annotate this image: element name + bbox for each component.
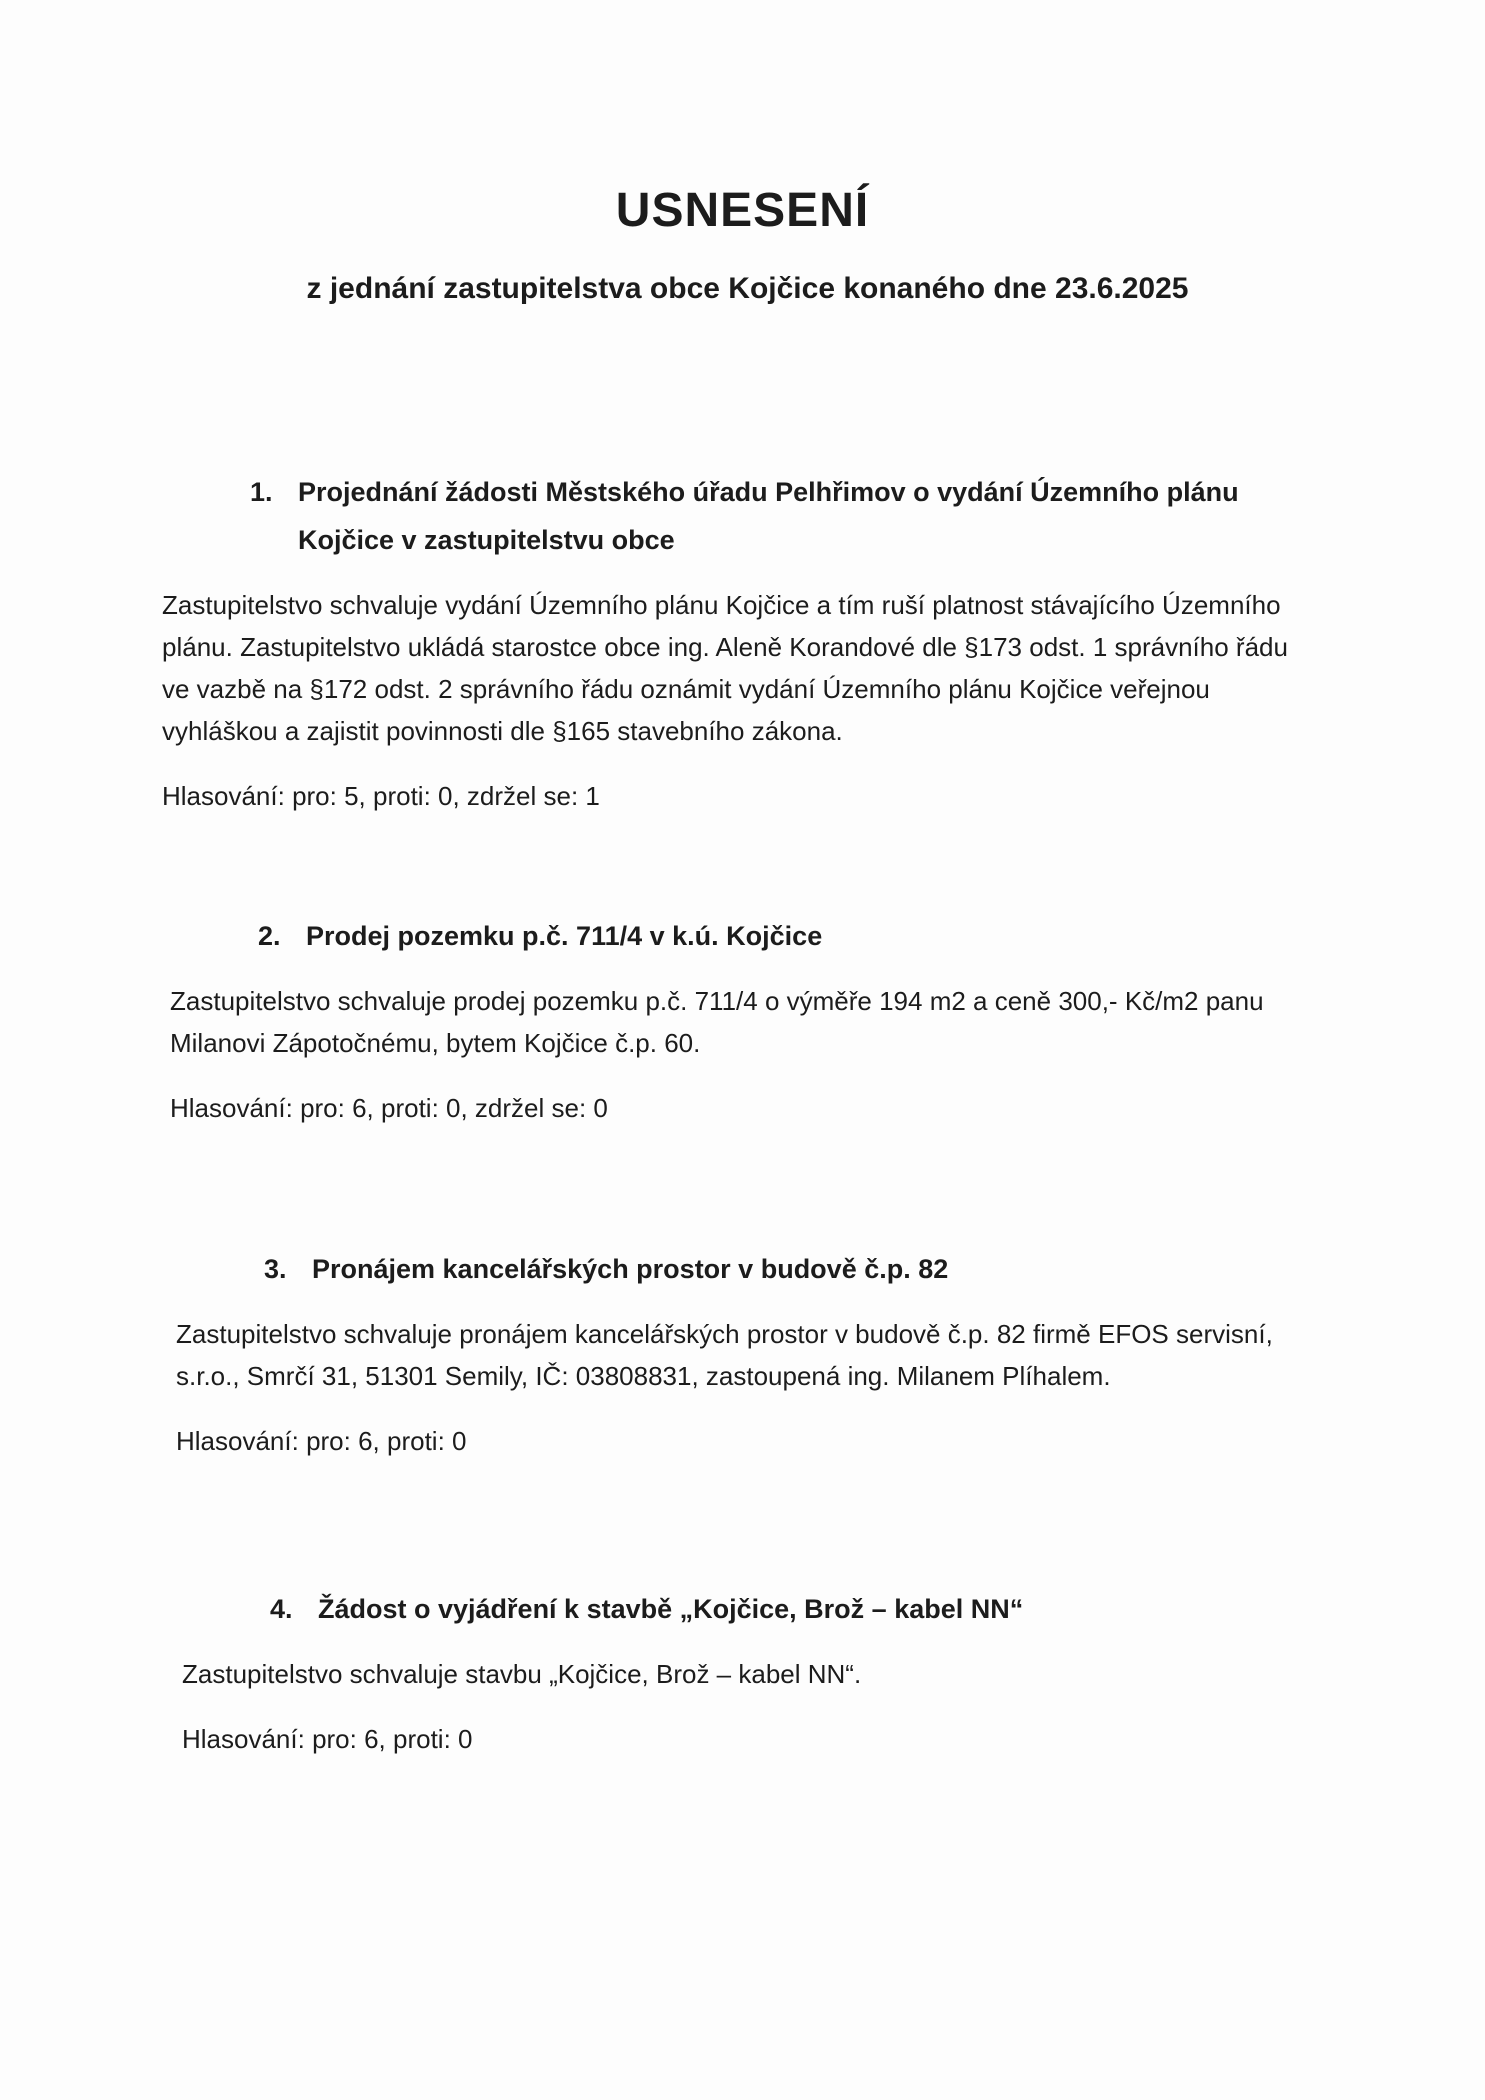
document-title: USNESENÍ xyxy=(615,184,870,237)
section-heading xyxy=(264,1245,1336,1293)
section-title: Pronájem kancelářských prostor v budově č.p. 82 xyxy=(312,1254,949,1284)
vote-result: Hlasování: pro: 6, proti: 0 xyxy=(182,1724,473,1754)
section-title: Prodej pozemku p.č. 711/4 v k.ú. Kojčice xyxy=(306,921,823,951)
section-text: Zastupitelstvo schvaluje vydání Územního plánu Kojčice a tím ruší platnost stávajícího Územního plánu. Zastupitelstvo ukládá starostce obce ing. Aleně Korandové dle §173 odst. 1 správního řádu ve vazbě na §172 odst. 2 správního řádu oznámit vydání Územního plánu Kojčice veřejnou vyhláškou a zajistit povinnosti dle §165 stavebního zákona. xyxy=(162,590,1288,746)
section-number: 3. xyxy=(264,1254,287,1284)
section-heading xyxy=(270,1585,1312,1633)
vote-result: Hlasování: pro: 5, proti: 0, zdržel se: 1 xyxy=(162,781,600,811)
section-heading xyxy=(258,912,1300,960)
vote-result: Hlasování: pro: 6, proti: 0 xyxy=(176,1426,467,1456)
section-text: Zastupitelstvo schvaluje prodej pozemku p.č. 711/4 o výměře 194 m2 a ceně 300,- Kč/m2 panu Milanovi Zápotočnému, bytem Kojčice č.p. 60. xyxy=(170,986,1264,1058)
resolution-section-4 xyxy=(182,1585,1312,1759)
resolution-section-1 xyxy=(162,468,1322,816)
section-number: 2. xyxy=(258,921,281,951)
section-number: 4. xyxy=(270,1594,293,1624)
section-title: Projednání žádosti Městského úřadu Pelhřimov o vydání Územního plánu Kojčice v zastupitelstvu obce xyxy=(298,477,1239,555)
section-number: 1. xyxy=(250,477,273,507)
section-text: Zastupitelstvo schvaluje pronájem kancelářských prostor v budově č.p. 82 firmě EFOS servisní, s.r.o., Smrčí 31, 51301 Semily, IČ: 03808831, zastoupená ing. Milanem Plíhalem. xyxy=(176,1319,1273,1391)
section-title: Žádost o vyjádření k stavbě „Kojčice, Brož – kabel NN“ xyxy=(318,1594,1024,1624)
resolution-section-2 xyxy=(170,912,1300,1128)
section-text: Zastupitelstvo schvaluje stavbu „Kojčice, Brož – kabel NN“. xyxy=(182,1659,862,1689)
section-heading xyxy=(250,468,1250,564)
vote-result: Hlasování: pro: 6, proti: 0, zdržel se: 0 xyxy=(170,1093,608,1123)
document-subtitle: z jednání zastupitelstva obce Kojčice konaného dne 23.6.2025 xyxy=(306,272,1189,305)
resolution-section-3 xyxy=(176,1245,1336,1461)
